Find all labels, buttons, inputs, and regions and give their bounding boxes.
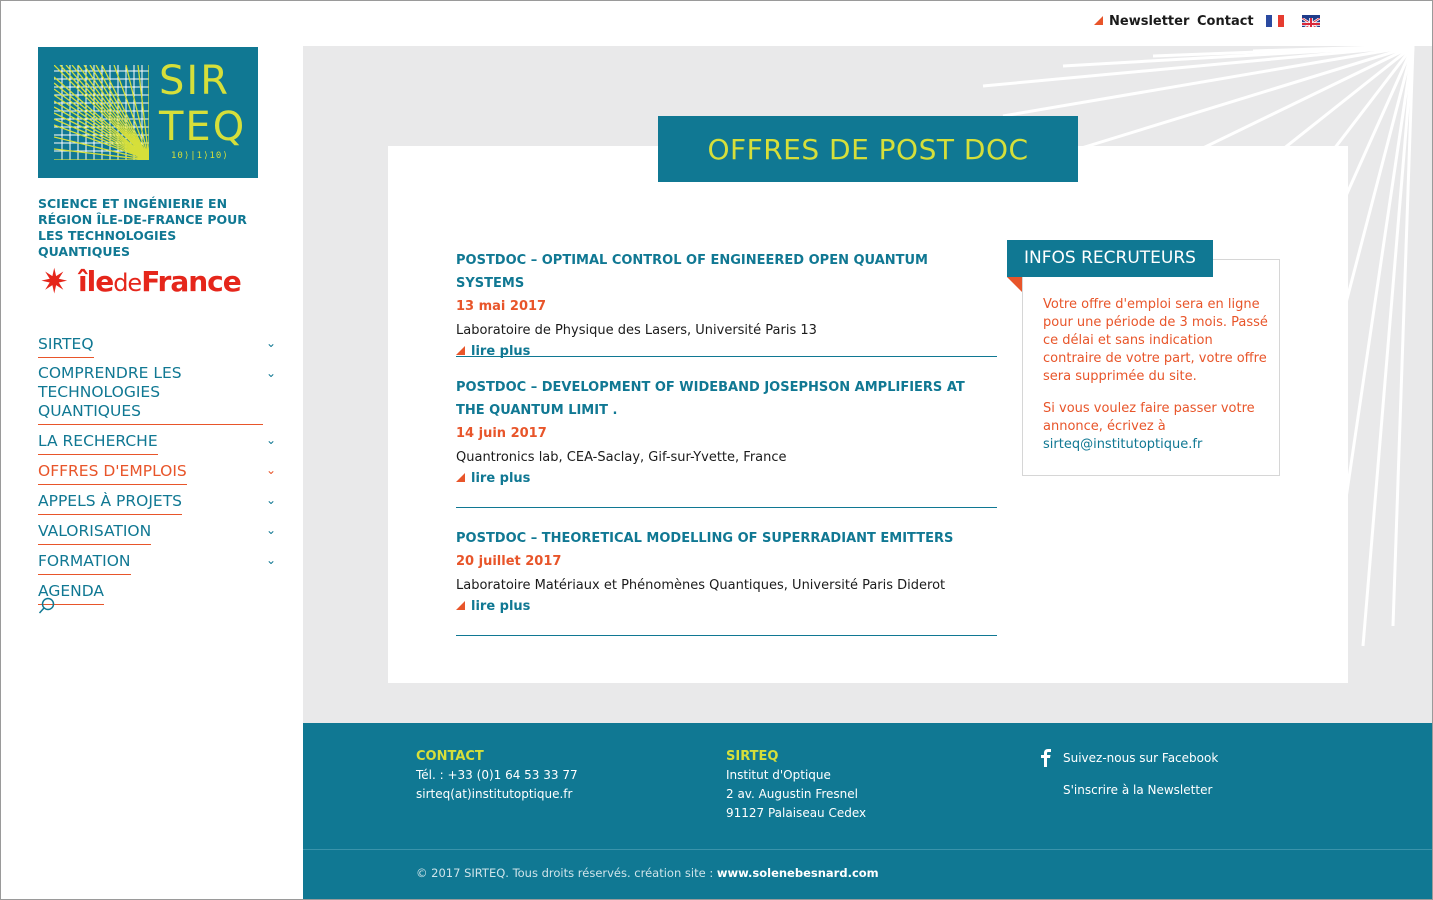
post-item (456, 249, 997, 357)
infos-recruteurs-title: INFOS RECRUTEURS (1007, 240, 1213, 277)
read-more-link[interactable] (456, 599, 530, 614)
footer-phone: Tél. : +33 (0)1 64 53 33 77 (416, 768, 578, 782)
newsletter-label: Newsletter (1109, 14, 1190, 29)
facebook-label: Suivez-nous sur Facebook (1063, 751, 1219, 765)
post-lab: Laboratoire de Physique des Lasers, Université Paris 13 (456, 323, 817, 338)
footer (303, 723, 1433, 900)
post-lab: Quantronics lab, CEA-Saclay, Gif-sur-Yvette, France (456, 450, 787, 465)
chevron-down-icon[interactable]: ⌄ (265, 463, 276, 477)
chevron-down-icon[interactable]: ⌄ (265, 336, 276, 350)
ile-de-france-logo[interactable] (40, 264, 240, 300)
nav-item-sirteq[interactable] (38, 334, 278, 358)
footer-divider (303, 849, 1433, 850)
nav-label: AGENDA (38, 582, 104, 605)
sirteq-logo[interactable] (38, 47, 258, 178)
logo-teq-text: TEQ (159, 104, 247, 150)
quantum-rays-logo-icon (38, 47, 150, 178)
infos-paragraph-1: Votre offre d'emploi sera en ligne pour une période de 3 mois. Passé ce délai et sans indication contraire de votre part, votre offre sera supprimée du site. (1043, 297, 1268, 384)
nav-item-valorisation[interactable] (38, 521, 278, 545)
copyright-text: © 2017 SIRTEQ. Tous droits réservés. création site : (416, 866, 717, 880)
post-date: 14 juin 2017 (456, 426, 547, 441)
credit-link[interactable] (717, 866, 879, 880)
post-date: 13 mai 2017 (456, 299, 547, 314)
recruiter-email-link[interactable]: sirteq@institutoptique.fr (1043, 437, 1203, 452)
nav-item-formation[interactable] (38, 551, 278, 575)
nav-label: LA RECHERCHE (38, 432, 158, 455)
chevron-down-icon[interactable]: ⌄ (265, 523, 276, 537)
infos-p2-text: Si vous voulez faire passer votre annonce, écrivez à (1043, 401, 1255, 434)
read-more-link[interactable] (456, 471, 530, 486)
footer-address-line-2: 2 av. Augustin Fresnel (726, 787, 859, 801)
footer-sirteq-heading: SIRTEQ (726, 749, 779, 764)
logo-sir-text: SIR (159, 58, 230, 104)
nav-item-agenda[interactable] (38, 581, 278, 605)
search-icon[interactable] (38, 597, 56, 615)
nav-label: COMPRENDRE LES TECHNOLOGIES QUANTIQUES (38, 364, 263, 425)
copyright (416, 866, 879, 880)
newsletter-signup-link[interactable] (1038, 781, 1218, 800)
chevron-down-icon[interactable]: ⌄ (265, 366, 276, 380)
footer-contact (416, 747, 578, 804)
nav-label: OFFRES D'EMPLOIS (38, 462, 187, 485)
french-flag-icon[interactable] (1266, 15, 1284, 27)
nav-label: APPELS À PROJETS (38, 492, 182, 515)
footer-contact-heading: CONTACT (416, 749, 484, 764)
triangle-icon (456, 346, 465, 355)
infos-paragraph-2 (1043, 400, 1268, 454)
idf-france: France (141, 265, 241, 298)
post-lab: Laboratoire Matériaux et Phénomènes Quantiques, Université Paris Diderot (456, 578, 946, 593)
main-navigation (38, 334, 278, 611)
chevron-down-icon[interactable]: ⌄ (265, 433, 276, 447)
footer-address (726, 747, 866, 823)
footer-email-link[interactable]: sirteq(at)institutoptique.fr (416, 787, 573, 801)
post-title-link[interactable]: POSTDOC – DEVELOPMENT OF WIDEBAND JOSEPHSON AMPLIFIERS AT THE QUANTUM LIMIT . (456, 380, 965, 418)
logo-code-text: 10⟩|1⟩10⟩ (171, 151, 229, 161)
footer-social (1038, 749, 1218, 813)
nav-item-appels-projets[interactable] (38, 491, 278, 515)
nav-label: FORMATION (38, 552, 131, 575)
idf-ile: île (78, 265, 114, 298)
idf-de: de (113, 269, 142, 297)
nav-item-comprendre[interactable] (38, 364, 278, 425)
read-more-label: lire plus (471, 344, 531, 359)
triangle-icon (456, 601, 465, 610)
star-icon: ✷ (40, 262, 69, 302)
post-item (456, 376, 997, 508)
newsletter-signup-label: S'inscrire à la Newsletter (1063, 783, 1213, 797)
newsletter-link[interactable] (1094, 14, 1189, 29)
uk-flag-icon[interactable] (1302, 15, 1320, 27)
read-more-label: lire plus (471, 471, 531, 486)
nav-label: SIRTEQ (38, 335, 94, 358)
post-title-link[interactable]: POSTDOC – OPTIMAL CONTROL OF ENGINEERED OPEN QUANTUM SYSTEMS (456, 253, 928, 291)
corner-fold-decoration (1007, 277, 1022, 292)
nav-item-offres-emplois[interactable] (38, 461, 278, 485)
site-tagline: SCIENCE ET INGÉNIERIE EN RÉGION ÎLE-DE-FRANCE POUR LES TECHNOLOGIES QUANTIQUES (38, 196, 247, 259)
ile-de-france-wordmark (78, 266, 241, 299)
post-date: 20 juillet 2017 (456, 554, 562, 569)
top-navigation (0, 14, 1433, 34)
read-more-link[interactable] (456, 344, 530, 359)
facebook-link[interactable] (1038, 749, 1218, 768)
nav-item-recherche[interactable] (38, 431, 278, 455)
read-more-label: lire plus (471, 599, 531, 614)
page-title: OFFRES DE POST DOC (658, 116, 1078, 182)
credit-label: www.solenebesnard.com (716, 866, 879, 880)
triangle-icon (1094, 16, 1103, 25)
triangle-icon (456, 473, 465, 482)
light-ray (1393, 46, 1413, 626)
infos-recruteurs-text (1043, 296, 1268, 468)
facebook-icon (1040, 749, 1052, 767)
contact-link[interactable]: Contact (1197, 14, 1254, 29)
chevron-down-icon[interactable]: ⌄ (265, 553, 276, 567)
post-title-link[interactable]: POSTDOC – THEORETICAL MODELLING OF SUPERRADIANT EMITTERS (456, 531, 954, 546)
footer-address-line-1: Institut d'Optique (726, 768, 831, 782)
nav-label: VALORISATION (38, 522, 151, 545)
footer-address-line-3: 91127 Palaiseau Cedex (726, 806, 867, 820)
post-item (456, 527, 997, 636)
chevron-down-icon[interactable]: ⌄ (265, 493, 276, 507)
